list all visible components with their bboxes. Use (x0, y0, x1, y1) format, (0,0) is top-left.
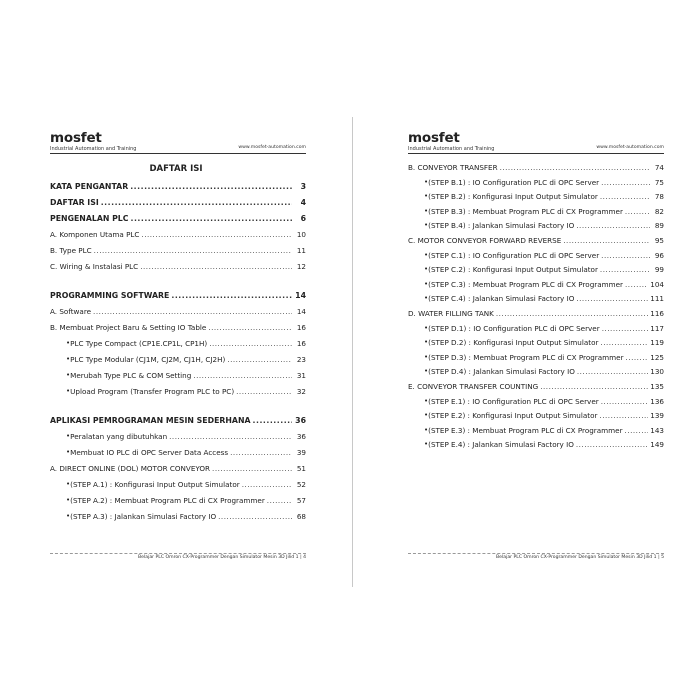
bullet-icon: • (66, 480, 71, 488)
toc-entry-page: 31 (296, 371, 306, 380)
toc-entry-label: (STEP E.1) : IO Configuration PLC di OPC Server (428, 396, 599, 406)
toc-sub-entry (408, 439, 664, 449)
bullet-icon: • (424, 352, 429, 361)
toc-heading-entry (50, 197, 306, 207)
toc-entry-page: 52 (296, 480, 306, 489)
toc-entry-label: (STEP D.3) : Membuat Program PLC di CX Programmer (428, 352, 624, 362)
toc-entry-page: 39 (296, 448, 306, 457)
toc-sub-entry (408, 323, 664, 333)
toc-entry (50, 306, 306, 316)
toc-sub-entry (408, 279, 664, 289)
toc-entry-page: 104 (650, 279, 664, 289)
brand-url: www.mosfet-automation.com (596, 145, 664, 150)
dot-leader (500, 163, 650, 172)
dot-leader (242, 480, 292, 489)
bullet-icon: • (66, 512, 71, 520)
toc-entry-page: 89 (654, 221, 664, 231)
brand-logo: mosfet (408, 130, 460, 146)
toc-entry-page: 32 (296, 387, 306, 396)
brand-tagline: Industrial Automation and Training (50, 146, 137, 152)
toc-entry-page: 16 (296, 339, 306, 348)
toc-entry-page: 14 (295, 291, 306, 300)
toc-entry-label: C. Wiring & Instalasi PLC (50, 262, 139, 271)
toc-sub-entry (50, 431, 306, 441)
toc-entry-label: APLIKASI PEMROGRAMAN MESIN SEDERHANA (50, 416, 251, 425)
dot-leader (94, 246, 292, 255)
bullet-icon: • (424, 396, 429, 405)
bullet-icon: • (424, 177, 429, 186)
toc-entry-page: 6 (300, 214, 306, 223)
toc-entry-page: 130 (650, 367, 664, 377)
toc-entry (50, 463, 306, 473)
bullet-icon: • (424, 323, 429, 332)
toc-entry-page: 111 (650, 294, 664, 304)
page-footer-right: Belajar PLC Omron CX-Programmer Dengan Simulator Mesin 3D Jilid 1 | 5 (495, 555, 664, 560)
toc-entry-page: 4 (300, 198, 306, 207)
dot-leader (600, 192, 650, 201)
toc-entry-label: PROGRAMMING SOFTWARE (50, 291, 170, 300)
toc-heading-entry (50, 213, 306, 223)
toc-entry-label: D. WATER FILLING TANK (408, 309, 494, 318)
toc-sub-entry (408, 293, 664, 303)
toc-entry-label: (STEP A.1) : Konfigurasi Input Output Simulator (70, 480, 240, 489)
dot-leader (496, 309, 648, 318)
toc-entry-page: 57 (296, 496, 306, 505)
toc-sub-entry (50, 495, 306, 505)
dot-leader (212, 464, 292, 473)
toc-entry-page: 82 (654, 206, 664, 216)
right-page (404, 112, 664, 574)
dot-leader (599, 411, 648, 420)
bullet-icon: • (66, 387, 71, 395)
dot-leader (140, 262, 292, 271)
toc-sub-entry (408, 191, 664, 201)
toc-entry-label: (STEP E.4) : Jalankan Simulasi Factory IO (428, 440, 574, 450)
toc-entry-page: 51 (296, 464, 306, 473)
dot-leader (576, 221, 650, 230)
toc-entry-label: KATA PENGANTAR (50, 182, 129, 191)
toc-sub-entry (408, 366, 664, 376)
toc-title: DAFTAR ISI (149, 164, 203, 174)
bullet-icon: • (66, 355, 71, 363)
toc-entry-label: Upload Program (Transfer Program PLC to PC) (70, 387, 235, 396)
dot-leader (625, 207, 650, 216)
toc-entry-page: 95 (654, 236, 664, 245)
toc-sub-entry (408, 177, 664, 187)
toc-sub-entry (50, 447, 306, 457)
toc-entry-page: 74 (654, 163, 664, 172)
toc-entry-label: (STEP C.3) : Membuat Program PLC di CX Programmer (428, 279, 624, 289)
toc-entry-label: B. Type PLC (50, 246, 92, 255)
toc-sub-entry (50, 354, 306, 364)
toc-entry-label: PENGENALAN PLC (50, 214, 129, 223)
toc-entry-label: (STEP C.1) : IO Configuration PLC di OPC Server (428, 250, 600, 260)
dot-leader (577, 367, 648, 376)
bullet-icon: • (424, 294, 429, 303)
dot-leader (563, 236, 650, 245)
toc-entry-label: (STEP E.2) : Konfigurasi Input Output Simulator (428, 411, 598, 421)
bullet-icon: • (424, 250, 429, 259)
bullet-icon: • (424, 206, 429, 215)
dot-leader (171, 291, 292, 300)
toc-entry-page: 116 (650, 309, 664, 318)
toc-entry-label: B. Membuat Project Baru & Setting IO Table (50, 323, 207, 332)
toc-entry (50, 229, 306, 239)
bullet-icon: • (424, 221, 429, 230)
toc-entry-label: C. MOTOR CONVEYOR FORWARD REVERSE (408, 236, 562, 245)
toc-entry-page: 119 (650, 338, 664, 348)
page-footer-left: Belajar PLC Omron CX-Programmer Dengan Simulator Mesin 3D Jilid 1 | 4 (137, 555, 306, 560)
bullet-icon: • (424, 440, 429, 449)
toc-entry-label: PLC Type Compact (CP1E.CP1L, CP1H) (70, 339, 208, 348)
toc-entry-label: (STEP A.2) : Membuat Program PLC di CX Programmer (70, 496, 265, 505)
toc-entry-page: 149 (650, 440, 664, 450)
toc-entry-label: (STEP D.4) : Jalankan Simulasi Factory IO (428, 367, 575, 377)
dot-leader (193, 371, 292, 380)
toc-entry-page: 36 (295, 416, 306, 425)
toc-entry-label: A. Software (50, 307, 92, 316)
dot-leader (253, 416, 292, 425)
dot-leader (625, 426, 649, 435)
toc-sub-entry (50, 386, 306, 396)
toc-entry (50, 322, 306, 332)
header-rule (50, 153, 306, 154)
toc-entry-label: (STEP B.1) : IO Configuration PLC di OPC Server (428, 177, 600, 187)
toc-entry-page: 135 (650, 382, 664, 391)
toc-entry-label: PLC Type Modular (CJ1M, CJ2M, CJ1H, CJ2H) (70, 355, 226, 364)
toc-entry-page: 78 (654, 192, 664, 202)
brand-logo: mosfet (50, 130, 102, 146)
toc-entry-label: Membuat IO PLC di OPC Server Data Access (70, 448, 229, 457)
bullet-icon: • (424, 425, 429, 434)
toc-sub-entry (50, 338, 306, 348)
toc-entry-label: (STEP C.2) : Konfigurasi Input Output Simulator (428, 265, 598, 275)
header-rule (408, 153, 664, 154)
dot-leader (131, 214, 293, 223)
toc-entry-page: 23 (296, 355, 306, 364)
dot-leader (601, 397, 649, 406)
toc-entry-label: (STEP D.2) : Konfigurasi Input Output Simulator (428, 338, 599, 348)
dot-leader (600, 338, 648, 347)
dot-leader (602, 324, 649, 333)
bullet-icon: • (424, 411, 429, 420)
toc-entry-label: (STEP A.3) : Jalankan Simulasi Factory IO (70, 512, 217, 521)
toc-entry-label: A. DIRECT ONLINE (DOL) MOTOR CONVEYOR (50, 464, 211, 473)
toc-entry-page: 68 (296, 512, 306, 521)
toc-entry-page: 3 (300, 182, 306, 191)
dot-leader (230, 448, 292, 457)
dot-leader (141, 230, 292, 239)
bullet-icon: • (424, 192, 429, 201)
dot-leader (169, 432, 292, 441)
toc-entry-label: Merubah Type PLC & COM Setting (70, 371, 192, 380)
toc-sub-entry (408, 337, 664, 347)
toc-entry-label: DAFTAR ISI (50, 198, 99, 207)
dot-leader (236, 387, 292, 396)
toc-sub-entry (408, 206, 664, 216)
bullet-icon: • (66, 496, 71, 504)
bullet-icon: • (66, 339, 71, 347)
toc-entry-page: 99 (654, 265, 664, 275)
dot-leader (130, 182, 292, 191)
toc-sub-entry (408, 396, 664, 406)
toc-entry-label: Peralatan yang dibutuhkan (70, 432, 168, 441)
toc-entry-page: 14 (296, 307, 306, 316)
toc-entry-label: (STEP D.1) : IO Configuration PLC di OPC Server (428, 323, 600, 333)
dot-leader (209, 339, 292, 348)
toc-entry-label: (STEP C.4) : Jalankan Simulasi Factory IO (428, 294, 575, 304)
toc-sub-entry (408, 264, 664, 274)
toc-sub-entry (408, 250, 664, 260)
toc-entry (408, 381, 664, 391)
toc-entry-page: 12 (296, 262, 306, 271)
toc-sub-entry (408, 220, 664, 230)
toc-entry-label: E. CONVEYOR TRANSFER COUNTING (408, 382, 539, 391)
dot-leader (576, 440, 648, 449)
bullet-icon: • (66, 371, 71, 379)
toc-entry-label: (STEP B.4) : Jalankan Simulasi Factory IO (428, 221, 575, 231)
toc-sub-entry (408, 410, 664, 420)
dot-leader (600, 265, 650, 274)
dot-leader (601, 251, 650, 260)
toc-entry-page: 125 (650, 352, 664, 362)
toc-entry (408, 235, 664, 245)
toc-entry (408, 162, 664, 172)
page-divider (352, 117, 353, 587)
toc-sub-entry (50, 370, 306, 380)
toc-entry-page: 75 (654, 177, 664, 187)
dot-leader (267, 496, 292, 505)
dot-leader (625, 280, 648, 289)
toc-sub-entry (50, 479, 306, 489)
dot-leader (227, 355, 292, 364)
dot-leader (540, 382, 648, 391)
bullet-icon: • (424, 265, 429, 274)
bullet-icon: • (66, 448, 71, 456)
toc-sub-entry (408, 352, 664, 362)
brand-url: www.mosfet-automation.com (238, 145, 306, 150)
toc-entry-label: A. Komponen Utama PLC (50, 230, 140, 239)
bullet-icon: • (424, 279, 429, 288)
brand-tagline: Industrial Automation and Training (408, 146, 495, 152)
dot-leader (576, 294, 648, 303)
toc-entry-page: 36 (296, 432, 306, 441)
toc-entry-label: (STEP B.3) : Membuat Program PLC di CX Programmer (428, 206, 623, 216)
toc-heading-entry (50, 290, 306, 300)
dot-leader (101, 198, 292, 207)
toc-entry-page: 136 (650, 396, 664, 406)
toc-entry-page: 117 (650, 323, 664, 333)
toc-entry (50, 261, 306, 271)
toc-sub-entry (408, 425, 664, 435)
toc-entry-page: 139 (650, 411, 664, 421)
toc-entry-label: B. CONVEYOR TRANSFER (408, 163, 498, 172)
dot-leader (208, 323, 292, 332)
toc-entry-label: (STEP B.2) : Konfigurasi Input Output Simulator (428, 192, 598, 202)
toc-entry-page: 143 (650, 425, 664, 435)
toc-entry-label: (STEP E.3) : Membuat Program PLC di CX Programmer (428, 425, 623, 435)
toc-heading-entry (50, 415, 306, 425)
toc-entry (408, 308, 664, 318)
toc-heading-entry (50, 181, 306, 191)
bullet-icon: • (66, 432, 71, 440)
toc-entry-page: 16 (296, 323, 306, 332)
toc-entry-page: 96 (654, 250, 664, 260)
left-page (46, 112, 306, 574)
toc-entry-page: 10 (296, 230, 306, 239)
footer-rule (408, 553, 664, 554)
dot-leader (626, 353, 649, 362)
dot-leader (218, 512, 292, 521)
dot-leader (601, 178, 650, 187)
footer-rule (50, 553, 306, 554)
toc-entry-page: 11 (296, 246, 306, 255)
toc-sub-entry (50, 511, 306, 521)
bullet-icon: • (424, 338, 429, 347)
dot-leader (93, 307, 292, 316)
bullet-icon: • (424, 367, 429, 376)
toc-entry (50, 245, 306, 255)
